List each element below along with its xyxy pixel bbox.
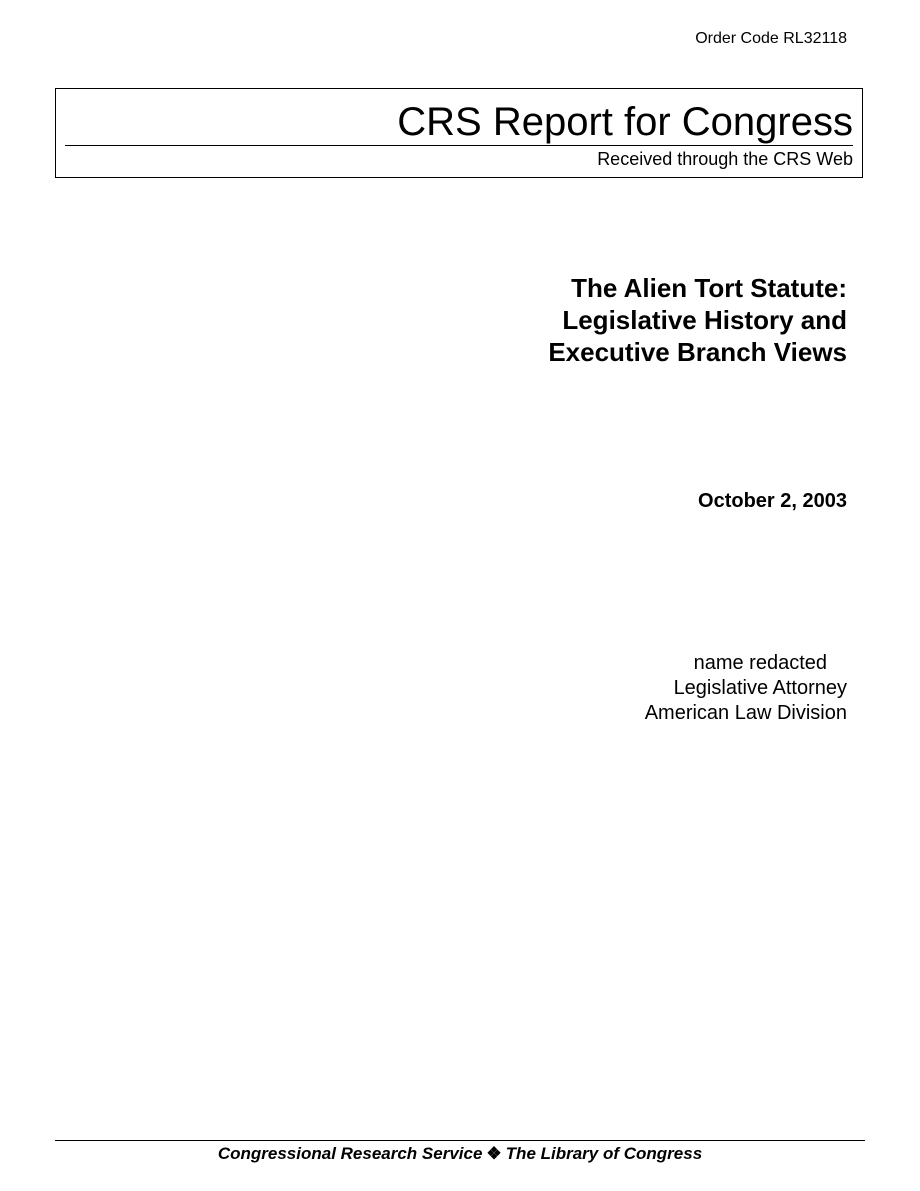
order-code: Order Code RL32118 — [695, 30, 847, 47]
report-header-box — [55, 88, 863, 178]
author-division: American Law Division — [644, 702, 847, 724]
header-subtitle: Received through the CRS Web — [597, 149, 853, 169]
footer — [0, 1143, 920, 1165]
report-title — [548, 272, 847, 368]
report-date: October 2, 2003 — [698, 490, 847, 512]
footer-left-text: Congressional Research Service — [217, 1144, 483, 1163]
report-title-line-3: Executive Branch Views — [548, 337, 847, 367]
header-title: CRS Report for Congress — [397, 100, 853, 144]
author-position: Legislative Attorney — [673, 677, 847, 699]
footer-divider — [55, 1140, 865, 1141]
report-title-line-1: The Alien Tort Statute: — [571, 273, 847, 303]
header-divider — [65, 145, 853, 146]
report-title-line-2: Legislative History and — [562, 305, 847, 335]
footer-separator-icon: ❖ — [486, 1144, 502, 1163]
author-block — [645, 651, 847, 726]
author-name: name redacted — [693, 652, 827, 674]
footer-right-text: The Library of Congress — [505, 1144, 703, 1163]
